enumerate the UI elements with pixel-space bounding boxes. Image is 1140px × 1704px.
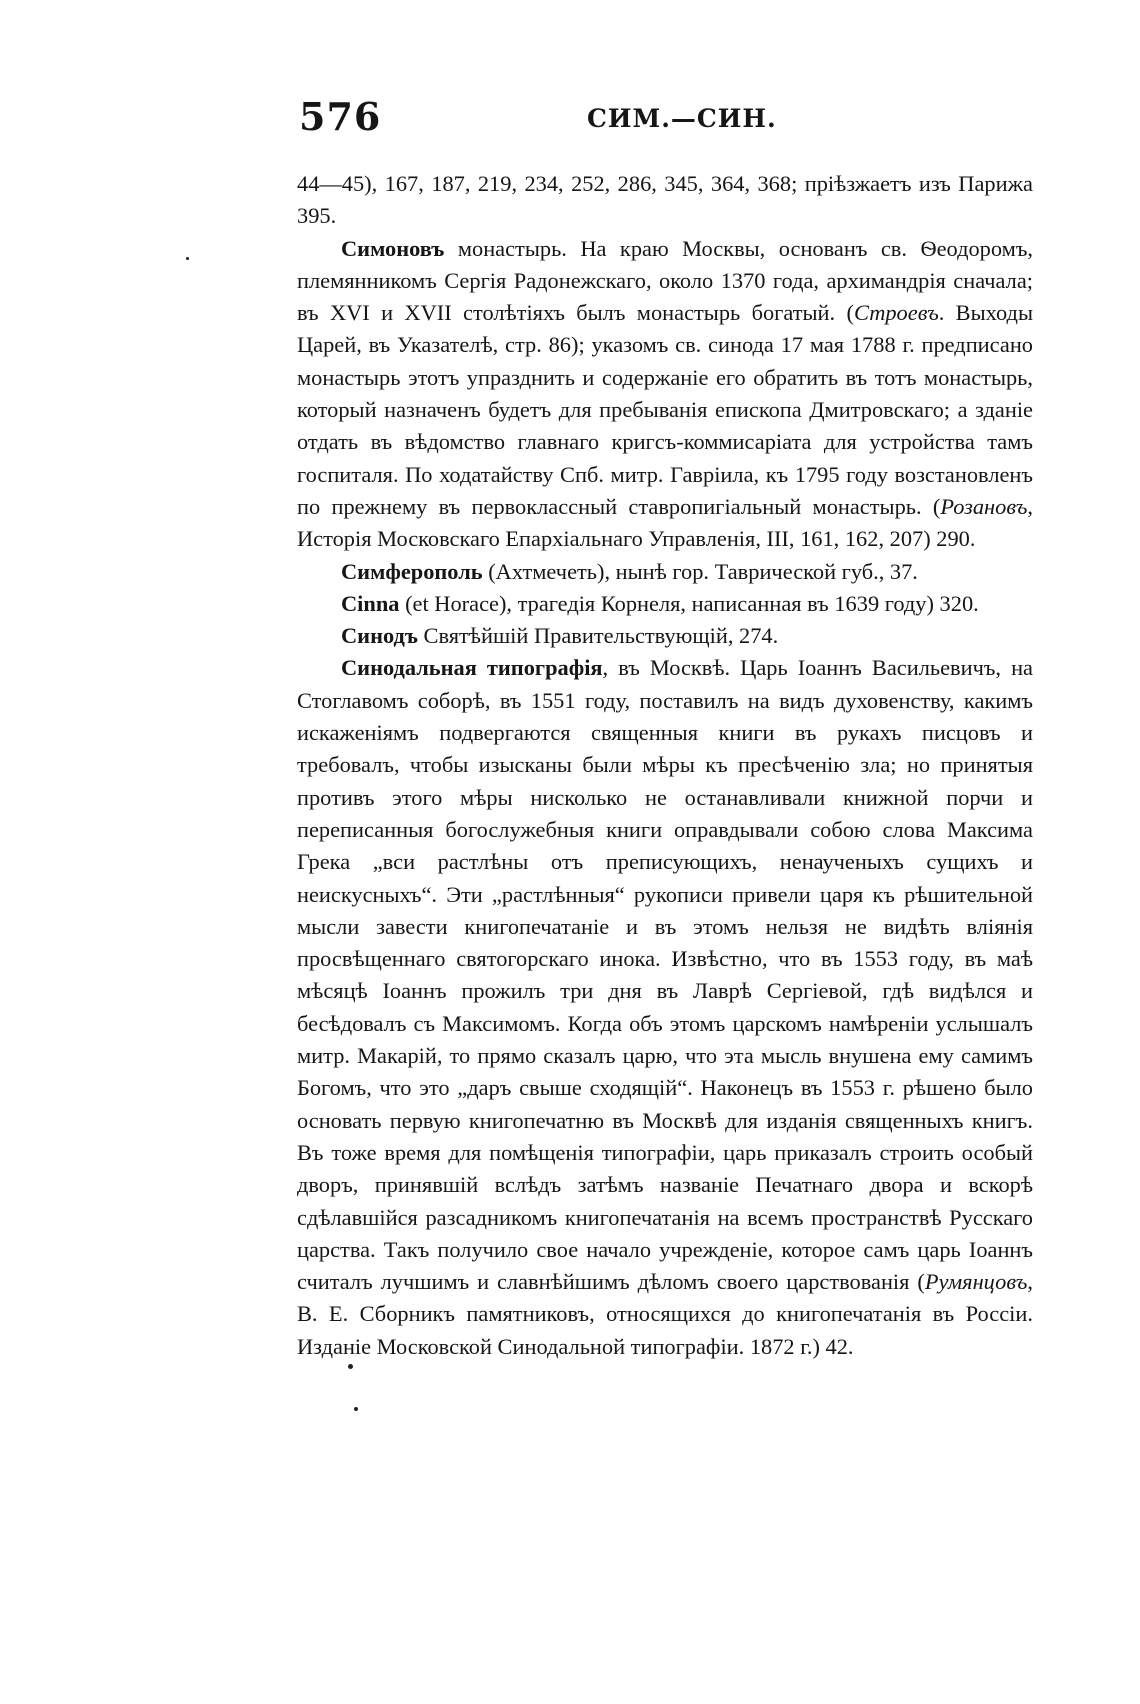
index-entry-synodal-press [297,652,1033,1363]
print-speck [348,1364,353,1369]
entry-text: . Выходы Царей, въ Указателѣ, стр. 86); указомъ св. синода 17 мая 1788 г. предписано монастырь этотъ упразднить и содержаніе его обратить въ тотъ монастырь, который назначенъ будетъ для пребыванія епископа Дмитровскаго; а зданіе отдать въ вѣдомство главнаго кригсъ-коммисаріата для устройства тамъ госпиталя. По ходатайству Спб. митр. Гавріила, къ 1795 году возстановленъ по прежнему въ первоклассный ставропигіальный монастырь. ( [297,300,1033,519]
entry-text: , Исторія Московскаго Епархіальнаго Управленія, III, 161, 162, 207) 290. [297,493,1033,552]
page-header [297,94,1047,144]
entry-text: Святѣйшій Правительствующій, 274. [417,623,779,649]
entry-text: (Ахтмечеть), нынѣ гор. Таврической губ., 37. [482,558,918,584]
entry-headword: Синодъ [341,623,418,649]
entry-citation: Розановъ [940,493,1028,519]
index-entry-continuation [297,168,1033,233]
entry-headword: Симферополь [341,558,483,584]
entry-citation: Строевъ [853,300,939,326]
running-head: СИМ.—СИН. [587,104,777,133]
entry-text: 44—45), 167, 187, 219, 234, 252, 286, 345, 364, 368; пріѣзжаетъ изъ Парижа 395. [297,171,1033,229]
entry-text: , В. Е. Сборникъ памятниковъ, относящихся до книгопечатанія въ Россіи. Изданіе Московской Синодальной типографіи. 1872 г.) 42. [297,1269,1033,1359]
page-number: 576 [299,94,382,139]
index-entry-cinna [297,588,1033,620]
entry-headword: Симоновъ [341,235,445,261]
print-speck [354,1407,358,1411]
entry-text: , въ Москвѣ. Царь Іоаннъ Васильевичъ, на Стоглавомъ соборѣ, въ 1551 году, поставилъ на видъ духовенству, какимъ искаженіямъ подвергаются священныя книги въ рукахъ писцовъ и требовалъ, чтобы изысканы были мѣры къ пресѣченію зла; но принятыя противъ этого мѣры нисколько не останавливали книжной порчи и переписанныя богослужебныя книги оправдывали собою слова Максима Грека „вси растлѣны отъ преписующихъ, ненаученыхъ сущихъ и неискусныхъ“. Эти „растлѣнныя“ рукописи привели царя къ рѣшительной мысли завести книгопечатаніе и въ этомъ нельзя не видѣть вліянія просвѣщеннаго святогорскаго инока. Извѣстно, что въ 1553 году, въ маѣ мѣсяцѣ Іоаннъ прожилъ три дня въ Лаврѣ Сергіевой, гдѣ видѣлся и бесѣдовалъ съ Максимомъ. Когда объ этомъ царскомъ намѣреніи услышалъ митр. Макарій, то прямо сказалъ царю, что эта мысль внушена ему самимъ Богомъ, что это „даръ свыше сходящій“. Наконецъ въ 1553 г. рѣшено было основать первую книгопечатню въ Москвѣ для изданія священныхъ книгъ. Въ тоже время для помѣщенія типографіи, царь приказалъ строить особый дворъ, принявшій вслѣдъ затѣмъ названіе Печатнаго двора и вскорѣ сдѣлавшійся разсадникомъ книгопечатанія на всемъ пространствѣ Русскаго царства. Такъ получило свое начало учрежденіе, которое самъ царь Іоаннъ считалъ лучшимъ и славнѣйшимъ дѣломъ своего царствованія ( [297,655,1033,1295]
entry-text: монастырь. На краю Москвы, основанъ св. Ѳеодоромъ, племянникомъ Сергія Радонежскаго, около 1370 года, архимандрія сначала; въ XVI и XVII столѣтіяхъ былъ монастырь богатый. ( [297,235,1033,326]
entry-text: (et Horace), трагедія Корнеля, написанная въ 1639 году) 320. [399,590,979,616]
index-entry-sinod [297,620,1033,652]
entry-headword: Синодальная типографія [341,655,603,681]
index-entry-simonov [297,233,1033,556]
entry-headword: Cinna [341,590,400,616]
index-entry-simferopol [297,556,1033,588]
index-text [297,168,1033,1363]
print-speck [186,257,189,260]
entry-citation: Румянцовъ [924,1269,1028,1295]
